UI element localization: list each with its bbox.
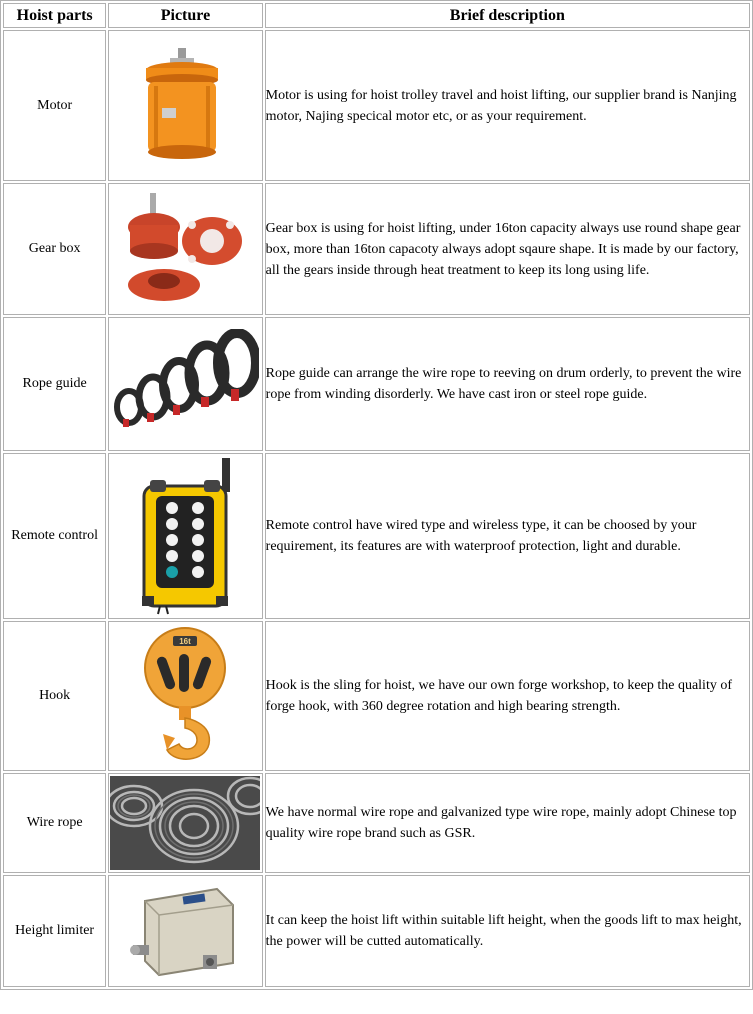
part-picture <box>108 773 262 873</box>
part-description: Gear box is using for hoist lifting, under 16ton capacity always use round shape gear box, more than 16ton capacoty always adopt sqaure shape. It is made by our factory, all the gears inside through heat treatment to keep its long using life. <box>265 183 750 315</box>
header-hoist-parts: Hoist parts <box>3 3 106 28</box>
remote-control-icon <box>130 456 240 616</box>
height-limiter-icon <box>125 881 245 981</box>
part-name: Wire rope <box>3 773 106 873</box>
part-name: Hook <box>3 621 106 771</box>
part-picture <box>108 875 262 987</box>
part-name: Motor <box>3 30 106 181</box>
table-row <box>3 183 750 315</box>
part-description: It can keep the hoist lift within suitable lift height, when the goods lift to max height, the power will be cutted automatically. <box>265 875 750 987</box>
part-name: Gear box <box>3 183 106 315</box>
rope-guide-icon <box>111 329 259 439</box>
gear-box-icon <box>120 189 250 309</box>
motor-icon <box>140 46 230 166</box>
part-description: Rope guide can arrange the wire rope to reeving on drum orderly, to prevent the wire rope from winding disorderly. We have cast iron or steel rope guide. <box>265 317 750 451</box>
part-description: Remote control have wired type and wireless type, it can be choosed by your requirement, its features are with waterproof protection, light and durable. <box>265 453 750 619</box>
part-picture <box>108 621 262 771</box>
part-description: We have normal wire rope and galvanized type wire rope, mainly adopt Chinese top quality wire rope brand such as GSR. <box>265 773 750 873</box>
table-row <box>3 317 750 451</box>
table-row <box>3 453 750 619</box>
wire-rope-icon <box>110 776 260 870</box>
part-picture <box>108 30 262 181</box>
header-brief-description: Brief description <box>265 3 750 28</box>
table-row <box>3 875 750 987</box>
table-row <box>3 621 750 771</box>
part-name: Height limiter <box>3 875 106 987</box>
part-name: Rope guide <box>3 317 106 451</box>
part-description: Hook is the sling for hoist, we have our own forge workshop, to keep the quality of forge hook, with 360 degree rotation and high bearing strength. <box>265 621 750 771</box>
part-name: Remote control <box>3 453 106 619</box>
table-row <box>3 30 750 181</box>
table-row <box>3 773 750 873</box>
part-picture <box>108 317 262 451</box>
part-picture <box>108 453 262 619</box>
hook-capacity-label: 16t <box>179 637 192 646</box>
part-picture <box>108 183 262 315</box>
header-picture: Picture <box>108 3 262 28</box>
part-description: Motor is using for hoist trolley travel and hoist lifting, our supplier brand is Nanjing motor, Najing specical motor etc, or as your requirement. <box>265 30 750 181</box>
table-header-row <box>3 3 750 28</box>
hook-icon <box>135 626 235 766</box>
